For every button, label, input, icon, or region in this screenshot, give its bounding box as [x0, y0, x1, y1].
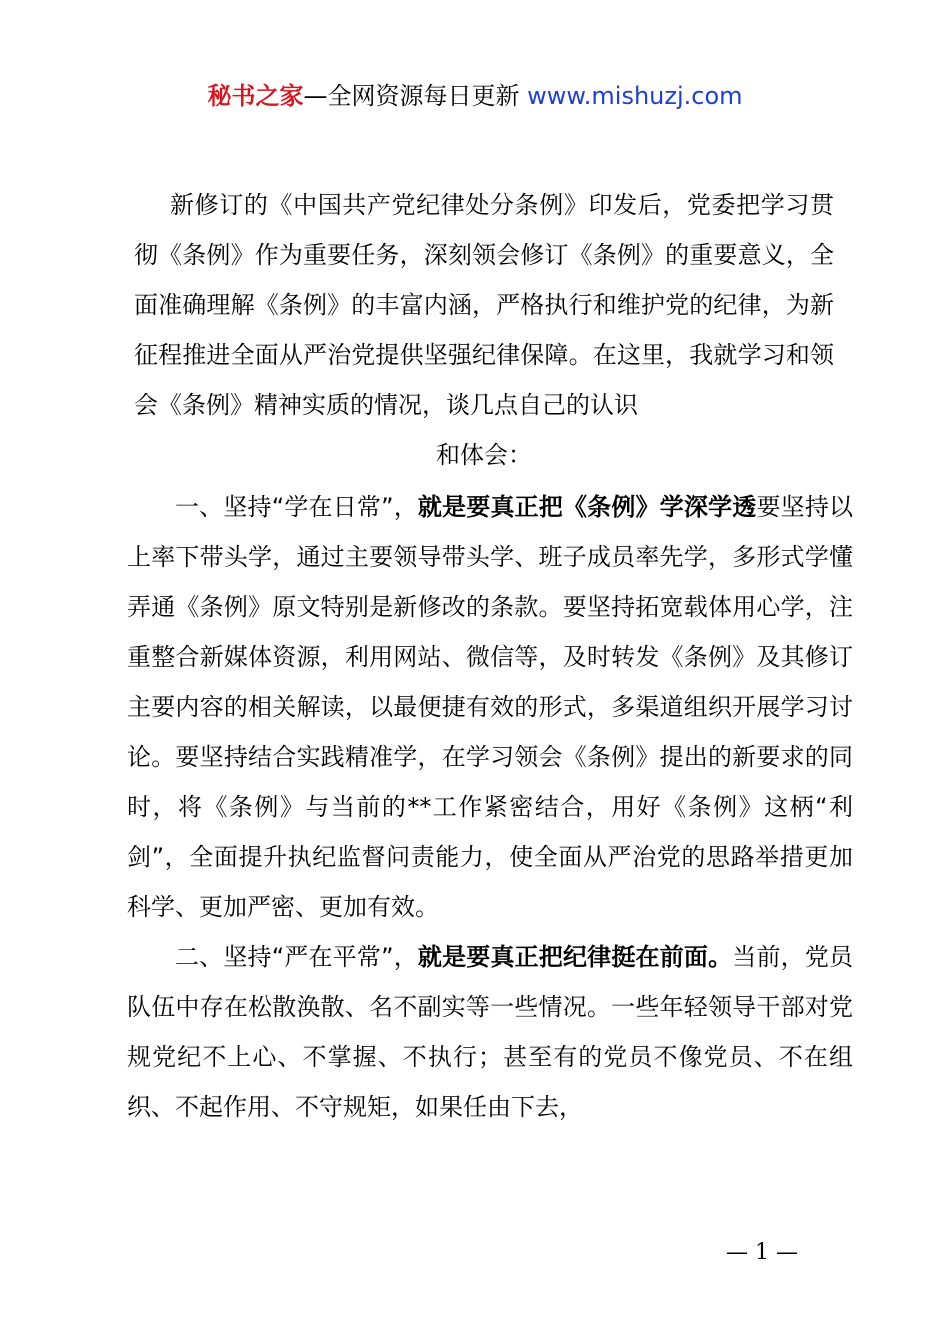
intro-tail: 和体会：: [436, 441, 532, 469]
section-1: [127, 482, 853, 932]
section-2-heading: 二、坚持“严在平常”，: [175, 943, 418, 971]
header-tagline: —全网资源每日更新: [303, 82, 528, 110]
section-2-lead: 就是要真正把纪律挺在前面。: [417, 943, 733, 971]
brand-name: 秘书之家: [207, 82, 304, 110]
site-header: [0, 78, 950, 114]
section-1-text: 要坚持以上率下带头学，通过主要领导带头学、班子成员率先学，多形式学懂弄通《条例》原文特别是新修改的条款。要坚持拓宽载体用心学，注重整合新媒体资源，利用网站、微信等，及时转发《条例》及其修订主要内容的相关解读，以最便捷有效的形式，多渠道组织开展学习讨论。要坚持结合实践精准学，在学习领会《条例》提出的新要求的同时，将《条例》与当前的**工作紧密结合，用好《条例》这柄“利剑”，全面提升执纪监督问责能力，使全面从严治党的思路举措更加科学、更加严密、更加有效。: [127, 493, 854, 921]
intro-paragraph: [134, 180, 834, 480]
section-1-heading: 一、坚持“学在日常”，: [175, 493, 418, 521]
section-1-lead: 就是要真正把《条例》学深学透: [417, 493, 757, 521]
page-number: — 1 —: [726, 1240, 798, 1265]
section-2-text: 当前，党员队伍中存在松散涣散、名不副实等一些情况。一些年轻领导干部对党规党纪不上心、不掌握、不执行；甚至有的党员不像党员、不在组织、不起作用、不守规矩，如果任由下去，: [127, 943, 854, 1121]
document-body: [127, 482, 853, 1132]
section-2: [127, 932, 853, 1132]
intro-text: 新修订的《中国共产党纪律处分条例》印发后，党委把学习贯彻《条例》作为重要任务，深刻领会修订《条例》的重要意义，全面准确理解《条例》的丰富内涵，严格执行和维护党的纪律，为新征程推进全面从严治党提供坚强纪律保障。在这里，我就学习和领会《条例》精神实质的情况，谈几点自己的认识: [134, 191, 834, 419]
site-url-link[interactable]: www.mishuzj.com: [527, 82, 743, 110]
